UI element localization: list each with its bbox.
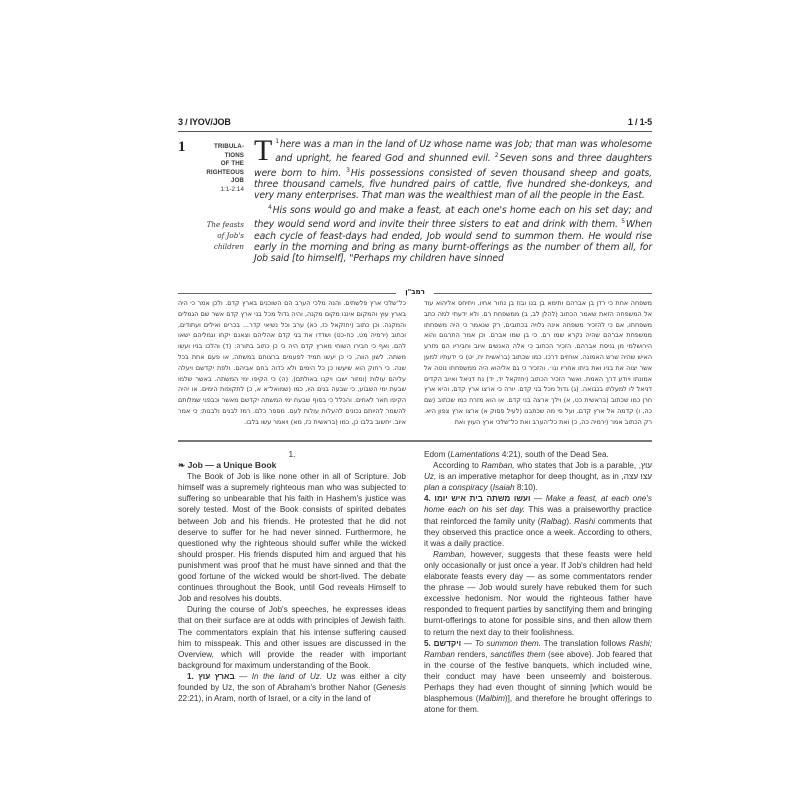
verse-text [254, 136, 652, 264]
verse-2: Seven sons and three daughters were born to him. [254, 153, 653, 179]
side-note-line: The feasts [206, 220, 244, 229]
ornament-icon: ❧ [178, 460, 188, 471]
commentary-label: רמב"ן [396, 288, 434, 296]
verse-number: 2 [494, 152, 499, 160]
divider-line [434, 293, 652, 294]
drop-cap: T [254, 134, 273, 167]
commentary-paragraph: Edom (Lamentations 4:21), south of the Dead Sea. [424, 450, 609, 459]
commentary-divider [178, 288, 652, 298]
hebrew-commentary-right: משפחה אחת כי רדן בן אברהם ותימא בן בנו ובוז בן נחור אחיו, ויתיחס אליהוא עוד אל המשפחה הזאת שאמר הכתוב (להלן לב, ב) ממשפחת רם. ולא ידעתי למה כתב משפחתו, אם כי להזכיר משפחה אינה גלויה בכתובים, רק שנאמר כי היה משפחתו ממשפחת אברהם שהיה נקרא שמו רם. כי בן שמו אברם. וכן אמר התרגום והוא הירושלמי מן גניסת אברהם. הזכיר הכתוב כי אלה האנשים איוב וחביריו הם מזרע האיש שהיה שרש האמונה. אוחזים דרכו. כמו שכתוב (בראשית יח, יט) כי ידעתיו למען אשר יצוה את בניו ואת ביתו אחריו וגו׳. והזכיר כי גם אליהוא היה ממשפחתו נוטה אל אמונתו ויודע דרך האמת. ואשר הזכיר הכתוב (יחזקאל יד, יד) נח דניאל ואיוב הקדים דניאל לו למעלתו בנבואה. (ג) גדול מכל בני קדם. יורה כי ארצו ארץ קדם, והיא ארץ חרן כמו שכתוב (בראשית כט, א) וילך ארצה בני קדם. או הוא מזרח כמו שכתוב (שם כה, ו) קדמה אל ארץ קדם. ועל פי מה שכתבנו (לעיל פסוק א) ארצו ארץ צפון היא. רק הכתוב אמר (ירמיה כה, כ) ואת כל־הערב ואת כל־שלכי ארץ העוץ ואת [424, 299, 652, 426]
commentary-note: 5. ויקדשם — To summon them. The translation follows Rashi; Ramban renders, sanctifies them (see above). Job feared that in the course of the festive banquets, which included wine, their conduct may have been unseemly and boisterous. Perhaps they had even thought of sinning [which would be blasphemous (Malbim)], and therefore he brought offerings to atone for them. [424, 638, 652, 715]
running-head-left: 3 / IYOV/JOB [178, 117, 231, 127]
commentary-paragraph: Ramban, however, suggests that these feasts were held only occasionally or just once a year. If Job's children had held elaborate feasts every day — as some commentators render the phrase — Job would surely have rebuked them for such excessive hedonism. Nor would the righteous father have responded to frequent parties by sanctifying them and bringing burnt-offerings to atone for possible sins, and then allow them to return the next day to their foolishness. [424, 549, 652, 637]
english-commentary-left [178, 449, 406, 704]
side-note [192, 219, 244, 252]
verse-number: 3 [346, 166, 350, 174]
verse-4: His sons would go and make a feast, at each one's home each on his set day; and they would send word and invite their three sisters to eat and drink with them. [254, 204, 652, 231]
side-title-line: JOB [230, 177, 244, 185]
verse-paragraph [254, 136, 652, 202]
section-number: 1. [288, 449, 296, 459]
verse-paragraph [254, 202, 652, 265]
running-head-right: 1 / 1-5 [627, 117, 652, 127]
divider-line [178, 293, 396, 294]
side-title-range: 1:1-2:14 [220, 185, 244, 193]
side-title-line: RIGHTEOUS [206, 168, 244, 176]
commentary-paragraph: The Book of Job is like none other in all of Scripture. Job himself was a supremely righteous man who was subjected to suffering so unbearable that his faith in Hashem's justice was sorely tested. Most of the Book consists of spirited debates between Job and his friends. He protested that he did not deserve to suffer for he had never sinned. Furthermore, he questioned why the righteous should suffer while the wicked should prosper. His friends disputed him and argued that his punishment was proof that he must have sinned and that the good fortune of the wicked would be short-lived. The debate continues throughout the Book, until God reveals Himself to Job and resolves his doubts. [178, 472, 406, 604]
header-rule [178, 131, 652, 132]
verse-3: His possessions consisted of seven thousand sheep and goats, three thousand camels, five hundred pairs of cattle, five hundred she-donkeys, and very many enterprises. That man was the wealthiest man of all the people in the East. [254, 167, 652, 202]
verse-number: 4 [268, 203, 272, 211]
commentary-paragraph: During the course of Job's speeches, he expresses ideas that on their surface are at odds with principles of Jewish faith. The commentators explain that his intense suffering caused him to misspeak. This and other issues are discussed in the Overview, which will provide the reader with important background for maximum understanding of the Book. [178, 605, 406, 670]
side-note-line: of Job's [217, 231, 244, 240]
book-page [178, 0, 652, 800]
side-title-line: TIONS [224, 151, 244, 159]
verse-5: When each cycle of feast-days had ended, Job would send to summon them. He would rise early in the morning and bring as many burnt-offerings as the number of them all, for Job said [to himself], "Perhaps my children have sinned [254, 219, 652, 265]
verse-1: here was a man in the land of Uz whose name was Job; that man was wholesome and upright, he feared God and shunned evil. [275, 139, 652, 165]
hebrew-commentary-left: כל־שלכי ארץ פלשתים. והנה מלכי הערב הם השוכנים בארץ קדם. ולכן אמר כי היה בארץ עוץ והמקום איננו מקום מקנה, והיה גדול מכל בני ארץ קדם אשר שם הגמלים והמקנה. וכן כתוב (יחזקאל כז, כא) ערב וכל נשיאי קדר... בכרים ואילים ועתודים, וכתוב (ירמיה מט, כח-כט) ושדדו את בני קדם אהליהם וצאנם יקחו וגמליהם ישאו להם. ואף כי חבירו השוחי מארץ קדם היה כי כן כתוב בתורה: (ד) והלכו בניו ועשו משתה. לשון הווה, כי כן יעשו תמיד לפעמים ברצותם במשתה, או פעם אחת בכל שנה. כי רחוק הוא שיעשו כן כל הימים ולא כדוה בחם אביהם. ולפת יקדשם ויעלה עליהם עולות (ומזור ישבו ויקנו באולתם). (ה) כי הקיפו ימי המשתה. באשר שלמו שבעת ימי השבוע, כי שבעה בנים היו, כמו (שמואל־א א, כ) לתקופות הימים. או יהיה הקיפו תאר לאחים. והכלל כי בסוף שבעת ימי המשתה יקדשם מאשר וכבפני שמלותם להשמר להיותם נכונים להעלות עולות לעם. מספר כלם. רמז לבנים ולבנות: כי אמר איוב. יחשוב בלבו כן, כמו (בראשית כז, מא) ויאמר עשו בלבו. [178, 299, 406, 426]
section-heading: ❧ Job — a Unique Book [178, 460, 277, 471]
commentary-note: 1. בארץ עוץ — In the land of Uz. Uz was either a city founded by Uz, the son of Abraham's brother Nahor (Genesis 22:21), in Aram, north of Israel, or a city in the land of [178, 671, 406, 704]
english-commentary-right [424, 449, 652, 715]
commentary-paragraph: According to Ramban, who states that Job is a parable, עוץ, Uz, is an imperative metaphor for deep thought, as in עצו עצה, plan a conspiracy (Isaiah 8:10). [424, 461, 653, 493]
verse-number: 1 [275, 138, 279, 145]
running-head [178, 117, 652, 127]
verse-number: 5 [621, 218, 625, 226]
side-title-line: OF THE [220, 160, 244, 168]
section-rule [178, 440, 652, 442]
side-note-line: children [213, 242, 244, 251]
commentary-note: 4. ועשו משתה בית איש יומו — Make a feast, at each one's home each on his set day. This was a praiseworthy practice that reinforced the family unity (Ralbag). Rashi comments that they observed this practice once a week. According to others, it was a daily practice. [424, 494, 652, 548]
side-title-line: TRIBULA- [213, 143, 244, 150]
side-title [192, 143, 244, 195]
chapter-number: 1 [178, 139, 186, 155]
